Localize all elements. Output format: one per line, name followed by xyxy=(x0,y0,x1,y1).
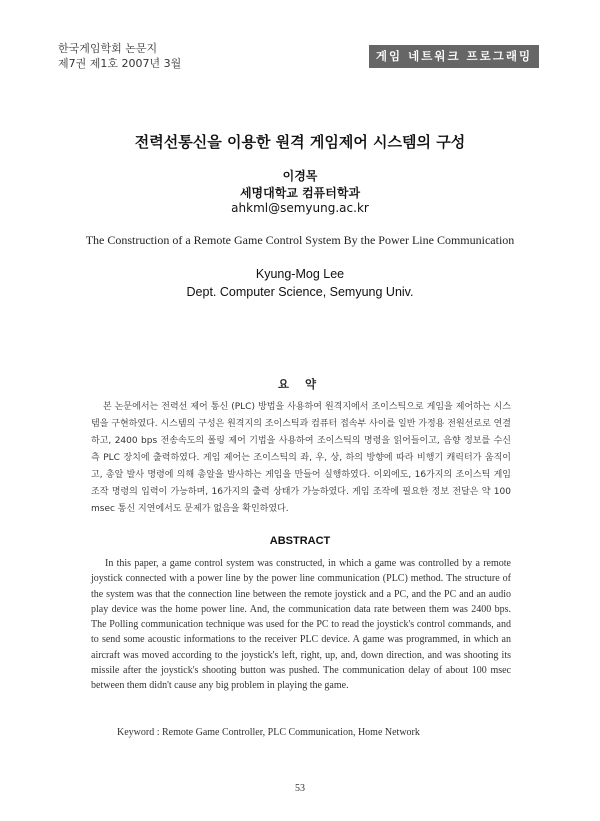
abstract-english: In this paper, a game control system was constructed, in which a game was controlled by a remote joystick connected with a power line by the power line communication (PLC) method. The structure of the system was that the connection line between the remote joystick and a PC, and the PC and an audio play device was the home power line. And, the communication data rate between them was 2400 bps. The Polling communication technique was used for the PC to read the joystick's control commands, and to send some acoustic informations to the receiver PLC device. A game was programmed, in which an aircraft was moved according to the joystick's left, right, up, and, down direction, and was shooting its missile after the joystick's shooting button was pushed. The communication delay of about 100 msec between them didn't cause any big problem in playing the game. xyxy=(91,558,511,692)
affiliation-korean: 세명대학교 컴퓨터학과 xyxy=(239,186,361,200)
abstract-korean-heading: 요 약 xyxy=(277,377,323,391)
paper-title-english: The Construction of a Remote Game Control System By the Power Line Communication xyxy=(85,233,515,247)
abstract-english-heading: ABSTRACT xyxy=(269,535,331,547)
affiliation-english: Dept. Computer Science, Semyung Univ. xyxy=(186,285,414,299)
journal-volume: 제7권 제1호 2007년 3월 xyxy=(58,57,182,70)
keywords: Keyword : Remote Game Controller, PLC Communication, Home Network xyxy=(117,727,420,738)
abstract-korean: 본 논문에서는 전력선 제어 통신 (PLC) 방법을 사용하여 원격지에서 조이스틱으로 게임을 제어하는 시스템을 구현하였다. 시스템의 구성은 원격지의 조이스틱과 컴퓨터 접속부 사이를 일반 가정용 전원선로로 연결하고, 2400 bps 전송속도의 폴링 제어 기법을 사용하여 조이스틱의 명령을 읽어들이고, 음향 정보를 수신측 PLC 장치에 출력하였다. 게임 제어는 조이스틱의 좌, 우, 상, 하의 방향에 따라 비행기 캐릭터가 움직이고, 총알 발사 명령에 의해 총알을 발사하는 게임을 만들어 실행하였다. 이외에도, 16가지의 조이스틱 게임 조작 명령의 입력이 가능하며, 16가지의 출력 상태가 가능하였다. 게임 조작에 필요한 정보 전달은 약 100 msec 통신 지연에서도 문제가 없음을 확인하였다. xyxy=(91,402,511,514)
author-email: ahkml@semyung.ac.kr xyxy=(231,201,369,215)
page-number: 53 xyxy=(295,783,305,794)
journal-name: 한국게임학회 논문지 xyxy=(58,42,158,55)
author-english: Kyung-Mog Lee xyxy=(255,267,345,281)
paper-title-korean: 전력선통신을 이용한 원격 게임제어 시스템의 구성 xyxy=(134,133,466,151)
journal-info xyxy=(58,41,181,71)
section-tag: 게임 네트워크 프로그래밍 xyxy=(369,45,539,68)
author-korean: 이경목 xyxy=(282,169,318,183)
